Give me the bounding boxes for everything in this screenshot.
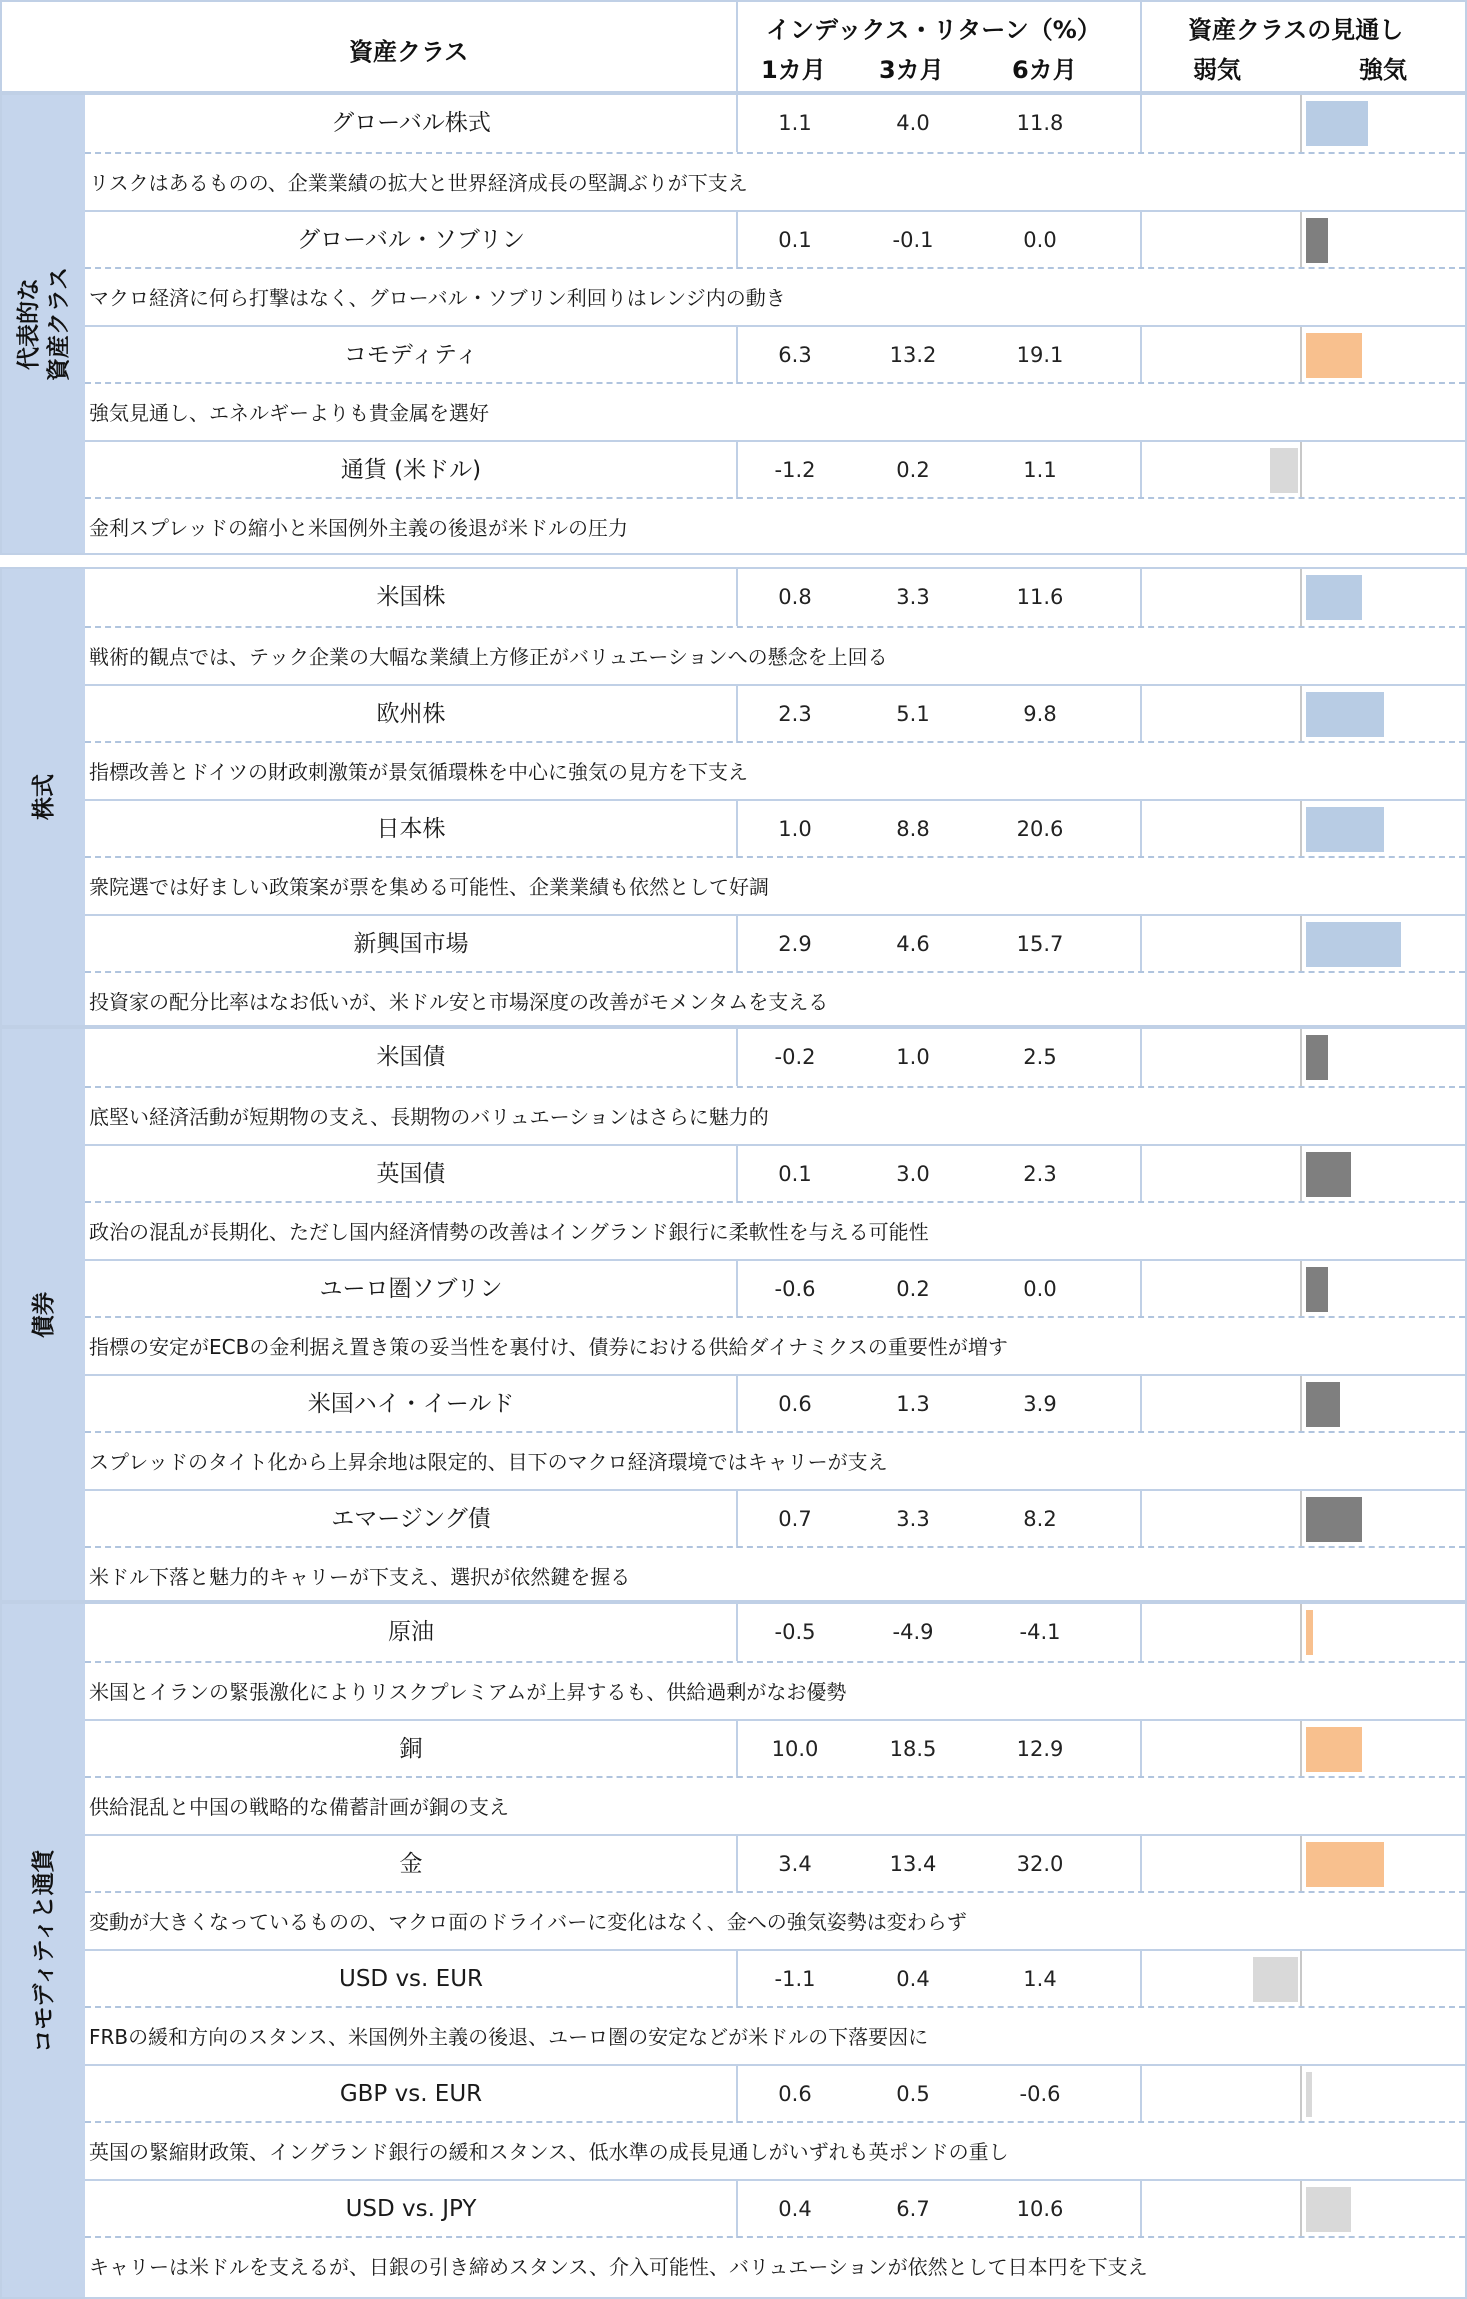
return-1m: -0.6	[774, 1277, 816, 1301]
column-divider	[1140, 442, 1142, 499]
outlook-axis	[1300, 1261, 1302, 1318]
section	[0, 1027, 1467, 1602]
outlook-bar	[1306, 2072, 1312, 2117]
return-3m: 6.7	[896, 2197, 930, 2221]
outlook-bar	[1270, 448, 1298, 493]
asset-name: 原油	[388, 1619, 434, 1645]
return-3m: 13.4	[889, 1852, 937, 1876]
outlook-axis	[1300, 569, 1302, 626]
asset-comment: 投資家の配分比率はなお低いが、米ドル安と市場深度の改善がモメンタムを支える	[89, 990, 829, 1014]
return-6m: 0.0	[1023, 1277, 1057, 1301]
return-3m: -0.1	[892, 228, 934, 252]
return-3m: 8.8	[896, 817, 930, 841]
asset-row	[85, 2179, 1465, 2236]
outlook-bar	[1306, 692, 1384, 737]
return-6m: 19.1	[1016, 343, 1064, 367]
asset-name: 金	[399, 1851, 423, 1877]
asset-row	[85, 325, 1465, 382]
section-sidebar	[2, 95, 85, 553]
return-3m: 5.1	[896, 702, 930, 726]
return-1m: 0.8	[778, 585, 812, 609]
outlook-bar	[1306, 218, 1328, 263]
column-divider	[736, 1261, 738, 1318]
return-1m: 2.9	[778, 932, 812, 956]
outlook-axis	[1300, 916, 1302, 973]
comment-row	[85, 1661, 1465, 1721]
asset-comment: 戦術的観点では、テック企業の大幅な業績上方修正がバリュエーションへの懸念を上回る	[89, 645, 888, 669]
outlook-bar	[1306, 1497, 1362, 1542]
asset-comment: 指標改善とドイツの財政刺激策が景気循環株を中心に強気の見方を下支え	[89, 760, 748, 784]
outlook-bar	[1306, 1035, 1328, 1080]
return-1m: 1.0	[778, 817, 812, 841]
column-divider	[1140, 327, 1142, 384]
column-divider	[1140, 1376, 1142, 1433]
header-divider	[1140, 2, 1142, 91]
table-header	[0, 0, 1467, 93]
column-divider	[736, 327, 738, 384]
asset-comment: FRBの緩和方向のスタンス、米国例外主義の後退、ユーロ圏の安定などが米ドルの下落要因に	[89, 2025, 929, 2049]
return-3m: 4.6	[896, 932, 930, 956]
section-sidebar	[2, 1029, 85, 1600]
asset-row	[85, 914, 1465, 971]
return-3m: 0.5	[896, 2082, 930, 2106]
outlook-axis	[1300, 1491, 1302, 1548]
asset-name: 銅	[399, 1736, 423, 1762]
asset-row	[85, 1834, 1465, 1891]
return-6m: 10.6	[1016, 2197, 1064, 2221]
return-6m: 2.5	[1023, 1045, 1057, 1069]
asset-comment: 政治の混乱が長期化、ただし国内経済情勢の改善はイングランド銀行に柔軟性を与える可能性	[89, 1220, 929, 1244]
column-divider	[736, 212, 738, 269]
return-1m: 3.4	[778, 1852, 812, 1876]
asset-comment: 底堅い経済活動が短期物の支え、長期物のバリュエーションはさらに魅力的	[89, 1105, 769, 1129]
return-1m: -0.2	[774, 1045, 816, 1069]
section-sidebar	[2, 1604, 85, 2297]
comment-row	[85, 1431, 1465, 1491]
asset-name: 米国ハイ・イールド	[307, 1391, 515, 1417]
asset-name: GBP vs. EUR	[339, 2081, 483, 2107]
column-divider	[736, 569, 738, 626]
column-divider	[1140, 1261, 1142, 1318]
column-divider	[1140, 1836, 1142, 1893]
column-divider	[1140, 1029, 1142, 1086]
return-6m: 32.0	[1016, 1852, 1064, 1876]
section-label: コモディティと通貨	[30, 1848, 57, 2053]
comment-row	[85, 1891, 1465, 1951]
outlook-axis	[1300, 95, 1302, 152]
asset-name: 米国債	[376, 1044, 446, 1070]
section-label: 代表的な 資産クラス	[15, 266, 72, 382]
return-1m: -0.5	[774, 1620, 816, 1644]
asset-comment: 米ドル下落と魅力的キャリーが下支え、選択が依然鍵を握る	[89, 1565, 631, 1589]
asset-name: 米国株	[376, 584, 446, 610]
comment-row	[85, 2236, 1465, 2296]
outlook-axis	[1300, 686, 1302, 743]
return-1m: 0.4	[778, 2197, 812, 2221]
outlook-bar	[1306, 1610, 1313, 1655]
asset-name: グローバル・ソブリン	[297, 227, 525, 253]
return-3m: 0.2	[896, 1277, 930, 1301]
asset-row	[85, 440, 1465, 497]
asset-row	[85, 1144, 1465, 1201]
comment-row	[85, 1086, 1465, 1146]
asset-row	[85, 1259, 1465, 1316]
asset-comment: キャリーは米ドルを支えるが、日銀の引き締めスタンス、介入可能性、バリュエーションが依然として日本円を下支え	[89, 2255, 1148, 2279]
asset-comment: 英国の緊縮財政策、イングランド銀行の緩和スタンス、低水準の成長見通しがいずれも英ポンドの重し	[89, 2140, 1009, 2164]
comment-row	[85, 741, 1465, 801]
asset-comment: スプレッドのタイト化から上昇余地は限定的、目下のマクロ経済環境ではキャリーが支え	[89, 1450, 888, 1474]
comment-row	[85, 1776, 1465, 1836]
outlook-bar	[1306, 1382, 1340, 1427]
asset-row	[85, 2064, 1465, 2121]
asset-row	[85, 569, 1465, 626]
return-6m: 9.8	[1023, 702, 1057, 726]
column-divider	[736, 1836, 738, 1893]
column-divider	[736, 2066, 738, 2123]
return-6m: 12.9	[1016, 1737, 1064, 1761]
asset-row	[85, 1029, 1465, 1086]
column-divider	[736, 1604, 738, 1661]
return-6m: 1.1	[1023, 458, 1057, 482]
return-3m: 0.2	[896, 458, 930, 482]
outlook-axis	[1300, 212, 1302, 269]
header-6m: 6カ月	[1012, 56, 1077, 84]
return-6m: 3.9	[1023, 1392, 1057, 1416]
outlook-axis	[1300, 327, 1302, 384]
asset-row	[85, 1719, 1465, 1776]
column-divider	[1140, 212, 1142, 269]
comment-row	[85, 856, 1465, 916]
comment-row	[85, 626, 1465, 686]
asset-comment: リスクはあるものの、企業業績の拡大と世界経済成長の堅調ぶりが下支え	[89, 171, 748, 195]
column-divider	[736, 1491, 738, 1548]
asset-row	[85, 1374, 1465, 1431]
return-1m: 0.1	[778, 228, 812, 252]
header-index-return: インデックス・リターン（%）	[766, 16, 1101, 44]
column-divider	[1140, 95, 1142, 152]
comment-row	[85, 497, 1465, 557]
outlook-axis	[1300, 2181, 1302, 2238]
header-bullish: 強気	[1359, 56, 1407, 84]
section-sidebar	[2, 569, 85, 1025]
comment-row	[85, 1316, 1465, 1376]
column-divider	[1140, 801, 1142, 858]
asset-row	[85, 210, 1465, 267]
outlook-axis	[1300, 442, 1302, 499]
column-divider	[1140, 686, 1142, 743]
return-1m: 0.6	[778, 2082, 812, 2106]
column-divider	[736, 1951, 738, 2008]
comment-row	[85, 382, 1465, 442]
outlook-bar	[1306, 101, 1368, 146]
section-label: 株式	[30, 774, 57, 820]
comment-row	[85, 2006, 1465, 2066]
column-divider	[1140, 1721, 1142, 1778]
comment-row	[85, 1546, 1465, 1606]
column-divider	[736, 686, 738, 743]
column-divider	[736, 1146, 738, 1203]
outlook-bar	[1253, 1957, 1298, 2002]
section	[0, 1602, 1467, 2299]
outlook-bar	[1306, 922, 1401, 967]
return-1m: 1.1	[778, 111, 812, 135]
return-6m: 8.2	[1023, 1507, 1057, 1531]
outlook-axis	[1300, 1951, 1302, 2008]
column-divider	[1140, 2181, 1142, 2238]
return-6m: 20.6	[1016, 817, 1064, 841]
return-3m: 0.4	[896, 1967, 930, 1991]
column-divider	[736, 442, 738, 499]
outlook-bar	[1306, 1727, 1362, 1772]
column-divider	[736, 1376, 738, 1433]
return-1m: 6.3	[778, 343, 812, 367]
asset-comment: 強気見通し、エネルギーよりも貴金属を選好	[89, 401, 489, 425]
header-asset-class: 資産クラス	[349, 38, 469, 66]
asset-comment: 供給混乱と中国の戦略的な備蓄計画が銅の支え	[89, 1795, 509, 1819]
outlook-bar	[1306, 575, 1362, 620]
outlook-axis	[1300, 1721, 1302, 1778]
column-divider	[1140, 2066, 1142, 2123]
return-6m: 15.7	[1016, 932, 1064, 956]
return-6m: 1.4	[1023, 1967, 1057, 1991]
return-1m: 0.1	[778, 1162, 812, 1186]
column-divider	[1140, 1951, 1142, 2008]
return-3m: 18.5	[889, 1737, 937, 1761]
asset-comment: 衆院選では好ましい政策案が票を集める可能性、企業業績も依然として好調	[89, 875, 769, 899]
asset-row	[85, 799, 1465, 856]
return-6m: 11.6	[1016, 585, 1064, 609]
outlook-bar	[1306, 333, 1362, 378]
asset-comment: マクロ経済に何ら打撃はなく、グローバル・ソブリン利回りはレンジ内の動き	[89, 286, 786, 310]
column-divider	[1140, 569, 1142, 626]
asset-name: 新興国市場	[353, 931, 469, 957]
comment-row	[85, 1201, 1465, 1261]
return-3m: 3.0	[896, 1162, 930, 1186]
comment-row	[85, 971, 1465, 1031]
comment-row	[85, 152, 1465, 212]
outlook-axis	[1300, 1836, 1302, 1893]
asset-name: 日本株	[376, 816, 446, 842]
return-3m: 13.2	[889, 343, 937, 367]
column-divider	[736, 916, 738, 973]
outlook-axis	[1300, 2066, 1302, 2123]
return-3m: 3.3	[896, 1507, 930, 1531]
return-1m: 10.0	[771, 1737, 819, 1761]
outlook-bar	[1306, 1842, 1384, 1887]
asset-name: グローバル株式	[331, 110, 491, 136]
asset-comment: 指標の安定がECBの金利据え置き策の妥当性を裏付け、債券における供給ダイナミクスの重要性が増す	[89, 1335, 1008, 1359]
asset-name: USD vs. JPY	[345, 2196, 477, 2222]
asset-name: 通貨 (米ドル)	[340, 457, 482, 483]
section	[0, 93, 1467, 555]
outlook-axis	[1300, 1376, 1302, 1433]
header-outlook: 資産クラスの見通し	[1188, 16, 1404, 44]
outlook-bar	[1306, 807, 1384, 852]
asset-comment: 米国とイランの緊張激化によりリスクプレミアムが上昇するも、供給過剰がなお優勢	[89, 1680, 847, 1704]
return-3m: 1.0	[896, 1045, 930, 1069]
return-6m: -4.1	[1019, 1620, 1061, 1644]
section-label: 債券	[30, 1291, 57, 1338]
asset-row	[85, 1949, 1465, 2006]
comment-row	[85, 267, 1465, 327]
asset-comment: 金利スプレッドの縮小と米国例外主義の後退が米ドルの圧力	[89, 516, 628, 540]
column-divider	[1140, 1491, 1142, 1548]
comment-row	[85, 2121, 1465, 2181]
section	[0, 567, 1467, 1027]
return-1m: 0.6	[778, 1392, 812, 1416]
asset-row	[85, 1604, 1465, 1661]
return-3m: 3.3	[896, 585, 930, 609]
column-divider	[1140, 1146, 1142, 1203]
asset-name: USD vs. EUR	[338, 1966, 484, 1992]
outlook-axis	[1300, 801, 1302, 858]
outlook-axis	[1300, 1604, 1302, 1661]
asset-name: 欧州株	[376, 701, 446, 727]
asset-name: ユーロ圏ソブリン	[319, 1276, 503, 1302]
asset-row	[85, 95, 1465, 152]
return-3m: 4.0	[896, 111, 930, 135]
asset-name: 英国債	[376, 1161, 446, 1187]
column-divider	[736, 1721, 738, 1778]
return-1m: -1.1	[774, 1967, 816, 1991]
column-divider	[736, 2181, 738, 2238]
header-1m: 1カ月	[761, 56, 826, 84]
return-6m: 11.8	[1016, 111, 1064, 135]
asset-name: エマージング債	[331, 1506, 491, 1532]
asset-row	[85, 1489, 1465, 1546]
column-divider	[736, 95, 738, 152]
asset-comment: 変動が大きくなっているものの、マクロ面のドライバーに変化はなく、金への強気姿勢は変わらず	[89, 1910, 967, 1934]
return-1m: 2.3	[778, 702, 812, 726]
return-1m: -1.2	[774, 458, 816, 482]
return-3m: -4.9	[892, 1620, 934, 1644]
column-divider	[1140, 1604, 1142, 1661]
outlook-bar	[1306, 1152, 1351, 1197]
column-divider	[736, 1029, 738, 1086]
column-divider	[736, 801, 738, 858]
return-6m: -0.6	[1019, 2082, 1061, 2106]
header-bearish: 弱気	[1193, 56, 1241, 84]
return-1m: 0.7	[778, 1507, 812, 1531]
asset-name: コモディティ	[343, 342, 479, 368]
asset-row	[85, 684, 1465, 741]
outlook-bar	[1306, 2187, 1351, 2232]
return-3m: 1.3	[896, 1392, 930, 1416]
column-divider	[1140, 916, 1142, 973]
return-6m: 2.3	[1023, 1162, 1057, 1186]
outlook-bar	[1306, 1267, 1328, 1312]
outlook-axis	[1300, 1029, 1302, 1086]
return-6m: 0.0	[1023, 228, 1057, 252]
header-divider	[736, 2, 738, 91]
header-3m: 3カ月	[879, 56, 944, 84]
outlook-axis	[1300, 1146, 1302, 1203]
